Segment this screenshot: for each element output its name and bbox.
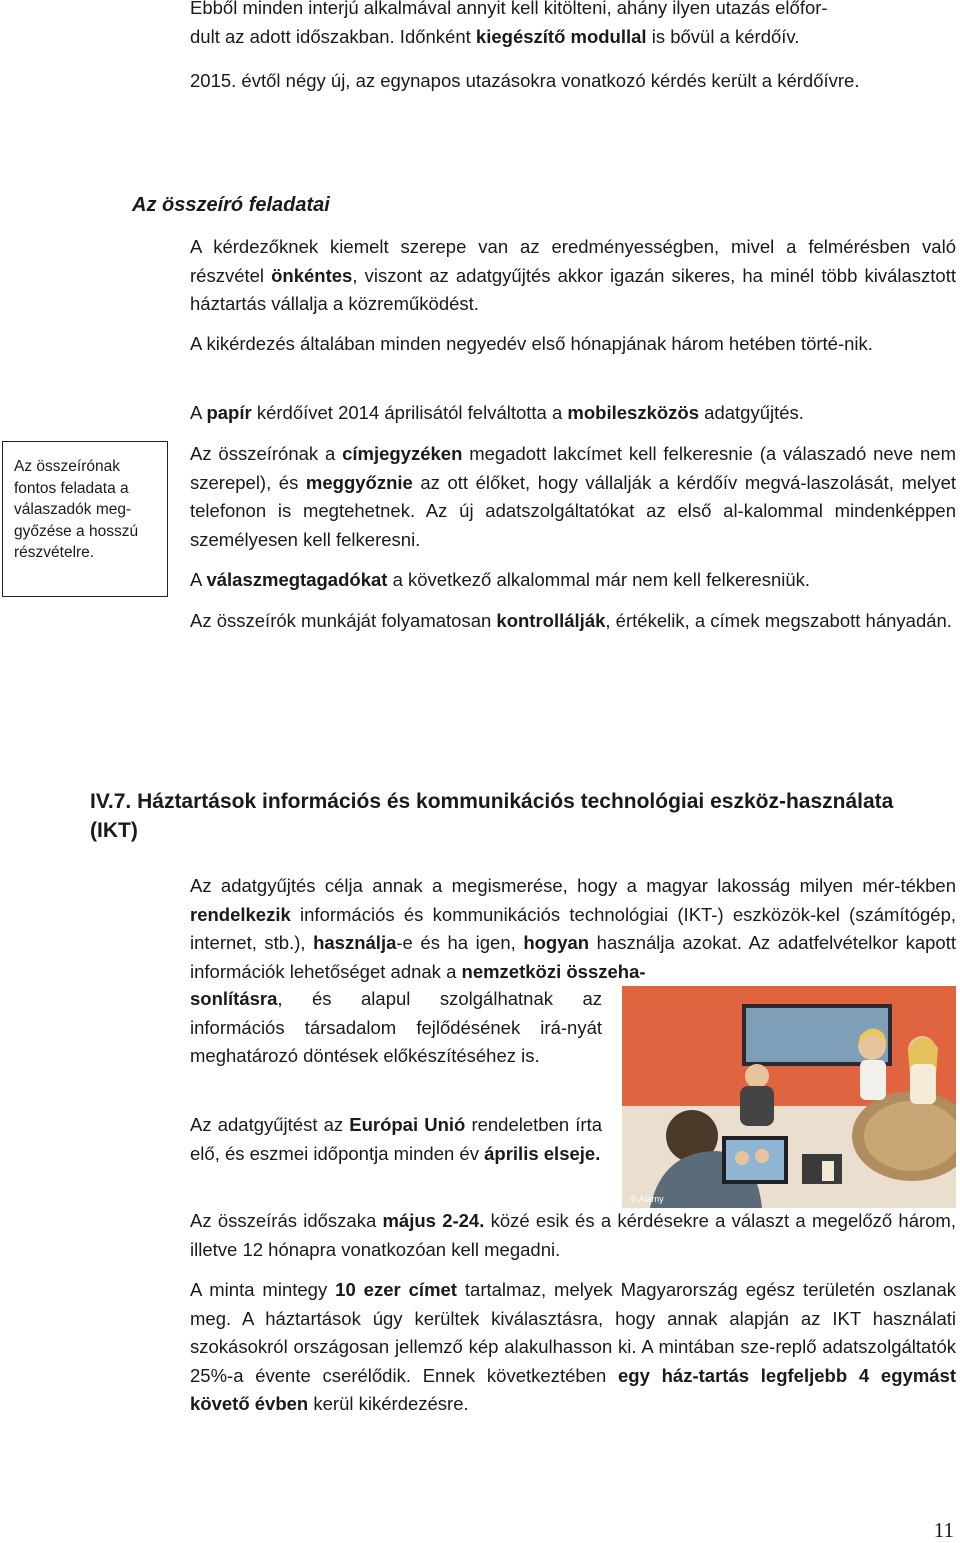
text: A: [190, 569, 207, 590]
text: -e és ha igen,: [396, 932, 524, 953]
bold-text: hogyan: [523, 932, 590, 953]
bold-text: használja: [313, 932, 397, 953]
bold-text: rendelkezik: [190, 903, 291, 925]
bold-text: mobileszközös: [567, 402, 700, 423]
margin-note-box: Az összeírónak fontos feladata a válaszadók meg-győzése a hosszú részvételre.: [2, 441, 168, 597]
bold-text: április elseje.: [484, 1142, 601, 1164]
text: kérdőívet 2014 áprilisától felváltotta a: [251, 402, 568, 423]
text: közé esik és a kérdésekre a választ a megelőző három, illetve 12 hónapra vonatkozóan kell megadni.: [190, 1210, 956, 1260]
section2-wrap-paragraph-1: [190, 985, 602, 1071]
intro-bold: kiegészítő modullal: [475, 25, 647, 47]
bold-text: válaszmegtagadókat: [206, 569, 388, 590]
text: , értékelik, a címek megszabott hányadán.: [605, 610, 952, 631]
text: a következő alkalommal már nem kell felkeresniük.: [387, 569, 811, 590]
text: Az összeírónak a: [190, 443, 343, 464]
text: információs és kommunikációs technológiai (IKT-) eszközök-kel (számítógép, internet, stb.),: [190, 903, 956, 953]
bold-text: meggyőznie: [305, 471, 413, 493]
section1-paragraph-4: [190, 440, 956, 554]
text: Az összeírók munkáját folyamatosan: [190, 610, 497, 631]
section1-paragraph-5: [190, 566, 956, 595]
intro-paragraph-1: [190, 0, 956, 51]
section1-paragraph-2: A kikérdezés általában minden negyedév első hónapjának három hetében törté-nik.: [190, 333, 873, 354]
intro-text: is bővül a kérdőív.: [646, 25, 800, 47]
text: Az adatgyűjtést az: [190, 1114, 350, 1135]
text: A: [190, 402, 207, 423]
page-number: 11: [933, 1518, 954, 1542]
bold-text: Európai Unió: [349, 1114, 466, 1135]
text: A minta mintegy: [190, 1279, 336, 1300]
section2-paragraph-3: [190, 1207, 956, 1264]
photo-credit: © Alamy: [630, 1194, 664, 1204]
intro-text: Ebből minden interjú alkalmával annyit kell kitölteni, ahány ilyen utazás előfor-: [190, 0, 828, 18]
bold-text: május 2-24.: [382, 1210, 485, 1231]
bold-text: sonlításra: [190, 988, 278, 1009]
bold-text: címjegyzéken: [342, 443, 463, 464]
bold-text: nemzetközi összeha-: [461, 960, 646, 982]
bold-text: 10 ezer címet: [335, 1279, 457, 1300]
text: Az adatfelvételkor kapott információk lehetőséget adnak a: [190, 932, 957, 982]
bold-text: önkéntes: [271, 264, 353, 286]
family-photo: [622, 986, 956, 1208]
section-title-line: IV.7. Háztartások információs és kommunikációs technológiai eszköz-használata: [90, 790, 894, 813]
text: megadott lakcímet kell felkeresnie (a válaszadó neve nem szerepel), és: [190, 443, 956, 493]
intro-paragraph-2: 2015. évtől négy új, az egynapos utazásokra vonatkozó kérdés került a kérdőívre.: [190, 70, 860, 91]
text: Az összeírás időszaka: [190, 1210, 383, 1231]
bold-text: egy ház-tartás legfeljebb 4 egymást követő évben: [190, 1364, 957, 1414]
section-title-line: (IKT): [90, 819, 138, 842]
section-heading: Az összeíró feladatai: [132, 194, 330, 216]
text: kerül kikérdezésre.: [308, 1393, 469, 1414]
text: adatgyűjtés.: [699, 402, 804, 423]
text: tartalmaz, melyek Magyarország egész területén oszlanak meg. A háztartások úgy kerültek kiválasztásra, hogy annak alapján az IKT használati szokásokról országosan jellemző kép alakulhasson ki. A mintában sze-replő adatszolgáltatók 25%-a évente cserélődik. Ennek következtében: [190, 1279, 956, 1386]
intro-text: dult az adott időszakban. Időnként: [190, 25, 476, 47]
section1-paragraph-3: [190, 399, 956, 428]
text: , és alapul szolgálhatnak az információs társadalom fejlődésének irá-nyát meghatározó döntések előkészítéséhez is.: [190, 988, 602, 1066]
text: használja azokat.: [589, 932, 743, 953]
bold-text: kontrollálják: [496, 610, 606, 631]
section2-wrap-paragraph-2: [190, 1111, 602, 1168]
bold-text: papír: [206, 402, 252, 423]
text: az ott élőket, hogy vállalják a kérdőív megvá-laszolását, melyet telefonon is megtehetnek. Az új adatszolgáltatókat az első al-kalommal mindenképpen személyesen kell felkeresni.: [190, 471, 956, 550]
text: , viszont az adatgyűjtés akkor igazán sikeres, ha minél több kiválasztott háztartás vállalja a közreműködést.: [190, 264, 956, 314]
text: Az adatgyűjtés célja annak a megismerése, hogy a magyar lakosság milyen mér-tékben: [190, 875, 956, 896]
section1-paragraph-6: [190, 607, 956, 636]
section1-paragraph-1: [190, 233, 956, 319]
text: rendeletben írta elő, és eszmei időpontja minden év: [190, 1114, 603, 1164]
text: A kérdezőknek kiemelt szerepe van az eredményességben, mivel a felmérésben való részvétel: [190, 236, 956, 286]
section-title: [90, 787, 920, 845]
section2-paragraph-4: [190, 1276, 956, 1419]
section2-paragraph-1: [190, 872, 956, 986]
family-photo-illustration: [622, 986, 956, 1208]
